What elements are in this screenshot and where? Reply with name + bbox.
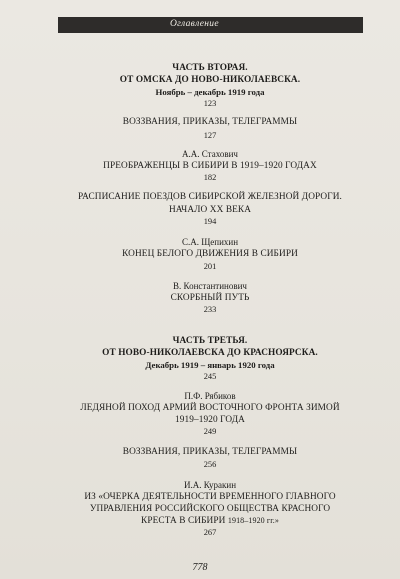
entry-author: П.Ф. Рябиков bbox=[184, 391, 236, 401]
entry-title-part: КРЕСТА В СИБИРИ bbox=[141, 516, 226, 526]
entry-title: РАСПИСАНИЕ ПОЕЗДОВ СИБИРСКОЙ ЖЕЛЕЗНОЙ ДОРОГИ. bbox=[78, 192, 342, 202]
entry-title: ПРЕОБРАЖЕНЦЫ В СИБИРИ В 1919–1920 ГОДАХ bbox=[103, 161, 317, 171]
page-number: 778 bbox=[192, 562, 208, 573]
entry-page: 249 bbox=[203, 427, 217, 436]
entry-author: С.А. Щепихин bbox=[181, 237, 239, 247]
entry-title: ВОЗЗВАНИЯ, ПРИКАЗЫ, ТЕЛЕГРАММЫ bbox=[122, 447, 298, 457]
entry-title: ВОЗЗВАНИЯ, ПРИКАЗЫ, ТЕЛЕГРАММЫ bbox=[122, 117, 298, 127]
part3-subtitle: ОТ НОВО-НИКОЛАЕВСКА ДО КРАСНОЯРСКА. bbox=[102, 348, 318, 358]
entry-page: 194 bbox=[203, 217, 217, 226]
entry-page: 182 bbox=[203, 173, 217, 182]
entry-title bbox=[50, 517, 370, 526]
entry-page: 256 bbox=[203, 460, 217, 469]
entry-author: И.А. Куракин bbox=[183, 480, 237, 490]
entry-author: В. Константинович bbox=[173, 281, 247, 291]
entry-title-years: 1918–1920 гг.» bbox=[227, 516, 279, 525]
part2-page: 123 bbox=[203, 99, 217, 108]
entry-title: 1919–1920 ГОДА bbox=[174, 415, 245, 425]
header-title: Оглавление bbox=[170, 19, 219, 29]
part3-title: ЧАСТЬ ТРЕТЬЯ. bbox=[172, 336, 248, 346]
entry-page: 267 bbox=[203, 528, 217, 537]
part2-title: ЧАСТЬ ВТОРАЯ. bbox=[172, 63, 248, 73]
entry-title: УПРАВЛЕНИЯ РОССИЙСКОГО ОБЩЕСТВА КРАСНОГО bbox=[89, 504, 331, 514]
entry-author: А.А. Стахович bbox=[182, 149, 238, 159]
entry-title: ИЗ «ОЧЕРКА ДЕЯТЕЛЬНОСТИ ВРЕМЕННОГО ГЛАВНОГО bbox=[84, 492, 336, 502]
part2-dates: Ноябрь – декабрь 1919 года bbox=[155, 87, 265, 97]
entry-title: НАЧАЛО XX ВЕКА bbox=[168, 205, 252, 215]
part3-page: 245 bbox=[203, 372, 217, 381]
entry-page: 201 bbox=[203, 262, 217, 271]
part3-dates: Декабрь 1919 – январь 1920 года bbox=[145, 360, 275, 370]
entry-title: КОНЕЦ БЕЛОГО ДВИЖЕНИЯ В СИБИРИ bbox=[122, 249, 298, 259]
entry-page: 127 bbox=[203, 131, 217, 140]
part2-subtitle: ОТ ОМСКА ДО НОВО-НИКОЛАЕВСКА. bbox=[119, 75, 301, 85]
entry-title: ЛЕДЯНОЙ ПОХОД АРМИЙ ВОСТОЧНОГО ФРОНТА ЗИМОЙ bbox=[80, 403, 340, 413]
entry-title: СКОРБНЫЙ ПУТЬ bbox=[170, 293, 250, 303]
entry-page: 233 bbox=[203, 305, 217, 314]
